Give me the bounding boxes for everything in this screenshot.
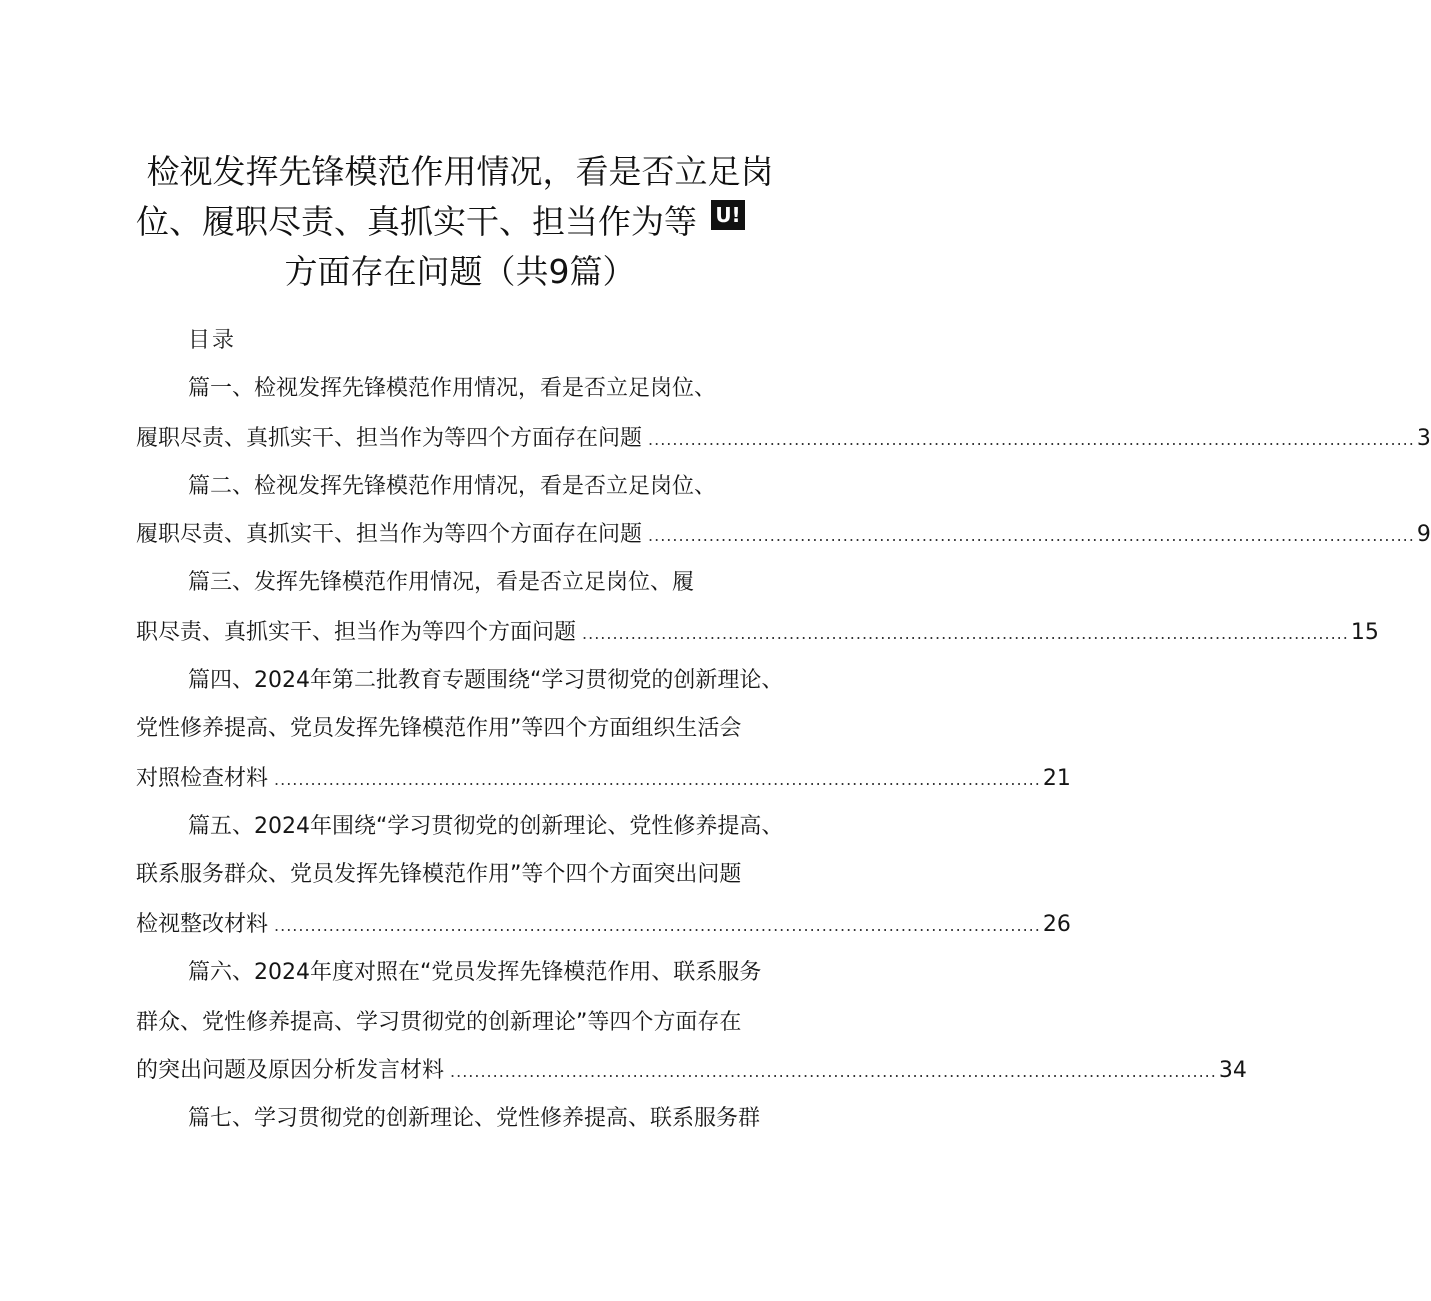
toc-leader-dots: ..............................................................................................................................: [274, 916, 1041, 935]
document-title-line-2: 位、履职尽责、真抓实干、担当作为等: [136, 202, 697, 241]
toc-entry-6-line-1[interactable]: 篇六、2024年度对照在“党员发挥先锋模范作用、联系服务: [188, 960, 762, 985]
toc-entry-1-line-2[interactable]: [136, 424, 1431, 455]
toc-entry-text: 履职尽责、真抓实干、担当作为等四个方面存在问题: [136, 522, 643, 547]
toc-entry-5-line-1[interactable]: 篇五、2024年围绕“学习贯彻党的创新理论、党性修养提高、: [188, 814, 784, 839]
toc-leader-dots: ..............................................................................................................................: [582, 624, 1349, 643]
toc-entry-2-line-1[interactable]: 篇二、检视发挥先锋模范作用情况，看是否立足岗位、: [188, 474, 717, 499]
toc-entry-text: 履职尽责、真抓实干、担当作为等四个方面存在问题: [136, 426, 643, 451]
document-title-line-1: 检视发挥先锋模范作用情况，看是否立足岗: [146, 152, 774, 191]
toc-entry-3-line-1[interactable]: 篇三、发挥先锋模范作用情况，看是否立足岗位、履: [188, 570, 695, 595]
toc-entry-7-line-1[interactable]: 篇七、学习贯彻党的创新理论、党性修养提高、联系服务群: [188, 1106, 761, 1131]
toc-entry-text: 的突出问题及原因分析发言材料: [136, 1058, 445, 1083]
toc-entry-4-line-1[interactable]: 篇四、2024年第二批教育专题围绕“学习贯彻党的创新理论、: [188, 668, 784, 693]
toc-page-number: 3: [1416, 426, 1431, 451]
toc-entry-4-line-3[interactable]: [136, 764, 1071, 795]
toc-leader-dots: ..............................................................................................................................: [648, 430, 1415, 449]
toc-page-number: 26: [1042, 912, 1071, 937]
toc-leader-dots: ..............................................................................................................................: [648, 526, 1415, 545]
toc-entry-text: 职尽责、真抓实干、担当作为等四个方面问题: [136, 620, 577, 645]
toc-page-number: 15: [1350, 620, 1379, 645]
toc-entry-4-line-2[interactable]: 党性修养提高、党员发挥先锋模范作用”等四个方面组织生活会: [136, 716, 742, 741]
title-badge: U!: [711, 200, 745, 230]
toc-entry-2-line-2[interactable]: [136, 520, 1431, 551]
toc-entry-5-line-3[interactable]: [136, 910, 1071, 941]
toc-entry-5-line-2[interactable]: 联系服务群众、党员发挥先锋模范作用”等个四个方面突出问题: [136, 862, 742, 887]
toc-leader-dots: ..............................................................................................................................: [450, 1062, 1217, 1081]
document-title-line-3: 方面存在问题（共9篇）: [284, 252, 636, 291]
toc-entry-3-line-2[interactable]: [136, 618, 1379, 649]
toc-entry-text: 对照检查材料: [136, 766, 269, 791]
toc-page-number: 9: [1416, 522, 1431, 547]
toc-entry-6-line-2[interactable]: 群众、党性修养提高、学习贯彻党的创新理论”等四个方面存在: [136, 1010, 742, 1035]
toc-leader-dots: ..............................................................................................................................: [274, 770, 1041, 789]
toc-page-number: 34: [1218, 1058, 1247, 1083]
toc-entry-text: 检视整改材料: [136, 912, 269, 937]
toc-entry-1-line-1[interactable]: 篇一、检视发挥先锋模范作用情况，看是否立足岗位、: [188, 376, 717, 401]
toc-page-number: 21: [1042, 766, 1071, 791]
toc-heading: 目录: [188, 328, 237, 353]
toc-entry-6-line-3[interactable]: [136, 1056, 1247, 1087]
